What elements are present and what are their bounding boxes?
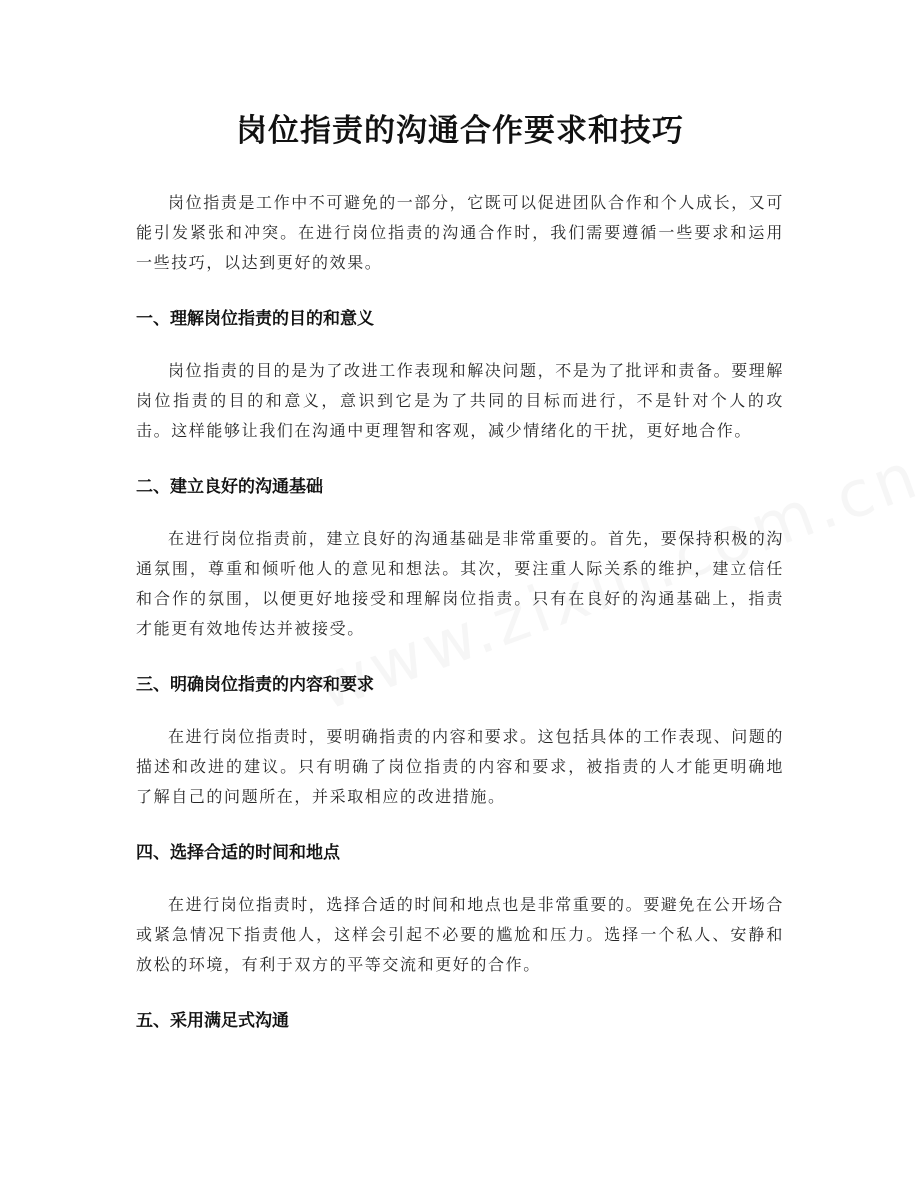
section-2-body: 在进行岗位指责前，建立良好的沟通基础是非常重要的。首先，要保持积极的沟通氛围，尊重和倾听他人的意见和想法。其次，要注重人际关系的维护，建立信任和合作的氛围，以便更好地接受和理解岗位指责。只有在良好的沟通基础上，指责才能更有效地传达并被接受。 [136,529,785,638]
intro-paragraph: 岗位指责是工作中不可避免的一部分，它既可以促进团队合作和个人成长，又可能引发紧张和冲突。在进行岗位指责的沟通合作时，我们需要遵循一些要求和运用一些技巧，以达到更好的效果。 [136,193,785,272]
section-3-body: 在进行岗位指责时，要明确指责的内容和要求。这包括具体的工作表现、问题的描述和改进的建议。只有明确了岗位指责的内容和要求，被指责的人才能更明确地了解自己的问题所在，并采取相应的改进措施。 [136,727,785,806]
section-1-body: 岗位指责的目的是为了改进工作表现和解决问题，不是为了批评和责备。要理解岗位指责的目的和意义，意识到它是为了共同的目标而进行，不是针对个人的攻击。这样能够让我们在沟通中更理智和客观，减少情绪化的干扰，更好地合作。 [136,361,785,440]
section-3-heading: 三、明确岗位指责的内容和要求 [136,675,374,695]
section-4-body: 在进行岗位指责时，选择合适的时间和地点也是非常重要的。要避免在公开场合或紧急情况下指责他人，这样会引起不必要的尴尬和压力。选择一个私人、安静和放松的环境，有利于双方的平等交流和更好的合作。 [136,895,785,974]
section-1-heading: 一、理解岗位指责的目的和意义 [136,309,374,329]
section-2-heading: 二、建立良好的沟通基础 [136,477,323,497]
section-5-heading: 五、采用满足式沟通 [136,1011,289,1031]
section-4-heading: 四、选择合适的时间和地点 [136,843,340,863]
document-title: 岗位指责的沟通合作要求和技巧 [236,113,684,149]
